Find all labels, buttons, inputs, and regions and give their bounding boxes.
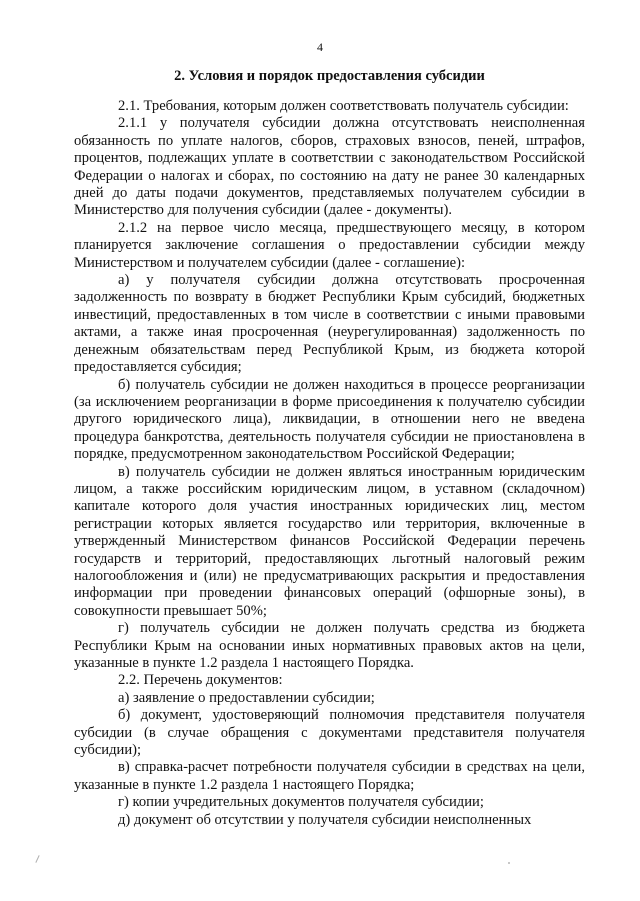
- paragraph-2-1-1: 2.1.1 у получателя субсидии должна отсутствовать неисполненная обязанность по уплате налогов, сборов, страховых взносов, пеней, штрафов, процентов, подлежащих уплате в соответствии с законодательством Российской Федерации о налогах и сборах, по состоянию на дату не ранее 30 календарных дней до даты подачи документов, представляемых получателем субсидии в Министерство для получения субсидии (далее - документы).: [74, 115, 585, 219]
- paragraph-2-1: 2.1. Требования, которым должен соответствовать получатель субсидии:: [118, 98, 569, 114]
- paragraph-2-2: 2.2. Перечень документов:: [118, 672, 283, 689]
- paragraph-2-2-g: г) копии учредительных документов получателя субсидии;: [118, 794, 484, 811]
- page-number: 4: [317, 40, 323, 54]
- scan-artifact: [508, 862, 510, 864]
- paragraph-2-2-d: д) документ об отсутствии у получателя субсидии неисполненных: [118, 811, 532, 828]
- paragraph-2-2-v: в) справка-расчет потребности получателя субсидии в средствах на цели, указанные в пункте 1.2 раздела 1 настоящего Порядка;: [74, 759, 585, 793]
- paragraph-2-2-b: б) документ, удостоверяющий полномочия представителя получателя субсидии (в случае обращения с документами представителя получателя субсидии);: [74, 707, 585, 759]
- paragraph-2-2-a: а) заявление о предоставлении субсидии;: [118, 689, 375, 706]
- scan-artifact: [35, 855, 39, 863]
- paragraph-2-1-2-g: г) получатель субсидии не должен получать средства из бюджета Республики Крым на основании иных нормативных правовых актов на цели, указанные в пункте 1.2 раздела 1 настоящего Порядка.: [74, 620, 585, 671]
- paragraph-2-1-2-b: б) получатель субсидии не должен находиться в процессе реорганизации (за исключением реорганизации в форме присоединения к получателю субсидии другого юридического лица), ликвидации, в отношении него не введена процедура банкротства, деятельность получателя субсидии не приостановлена в порядке, предусмотренном законодательством Российской Федерации;: [74, 376, 585, 463]
- paragraph-2-1-2-v: в) получатель субсидии не должен являться иностранным юридическим лицом, а также российским юридическим лицом, в уставном (складочном) капитале которого доля участия иностранных юридических лиц, местом регистрации которых является государство или территория, включенные в утвержденный Министерством финансов Российской Федерации перечень государств и территорий, предоставляющих льготный налоговый режим налогообложения и (или) не предусматривающих раскрытия и предоставления информации при проведении финансовых операций (офшорные зоны), в совокупности превышает 50%;: [74, 463, 585, 619]
- section-heading: 2. Условия и порядок предоставления субсидии: [174, 68, 485, 84]
- paragraph-2-1-2: 2.1.2 на первое число месяца, предшествующего месяцу, в котором планируется заключение соглашения о предоставлении субсидии между Министерством и получателем субсидии (далее - соглашение):: [74, 219, 585, 271]
- body-text: [74, 98, 585, 829]
- paragraph-2-1-2-a: а) у получателя субсидии должна отсутствовать просроченная задолженность по возврату в бюджет Республики Крым субсидий, бюджетных инвестиций, предоставленных в том числе в соответствии с иными правовыми актами, а также иная просроченная (неурегулированная) задолженность по денежным обязательствам перед Республикой Крым, из бюджета которой предоставляется субсидия;: [74, 272, 585, 376]
